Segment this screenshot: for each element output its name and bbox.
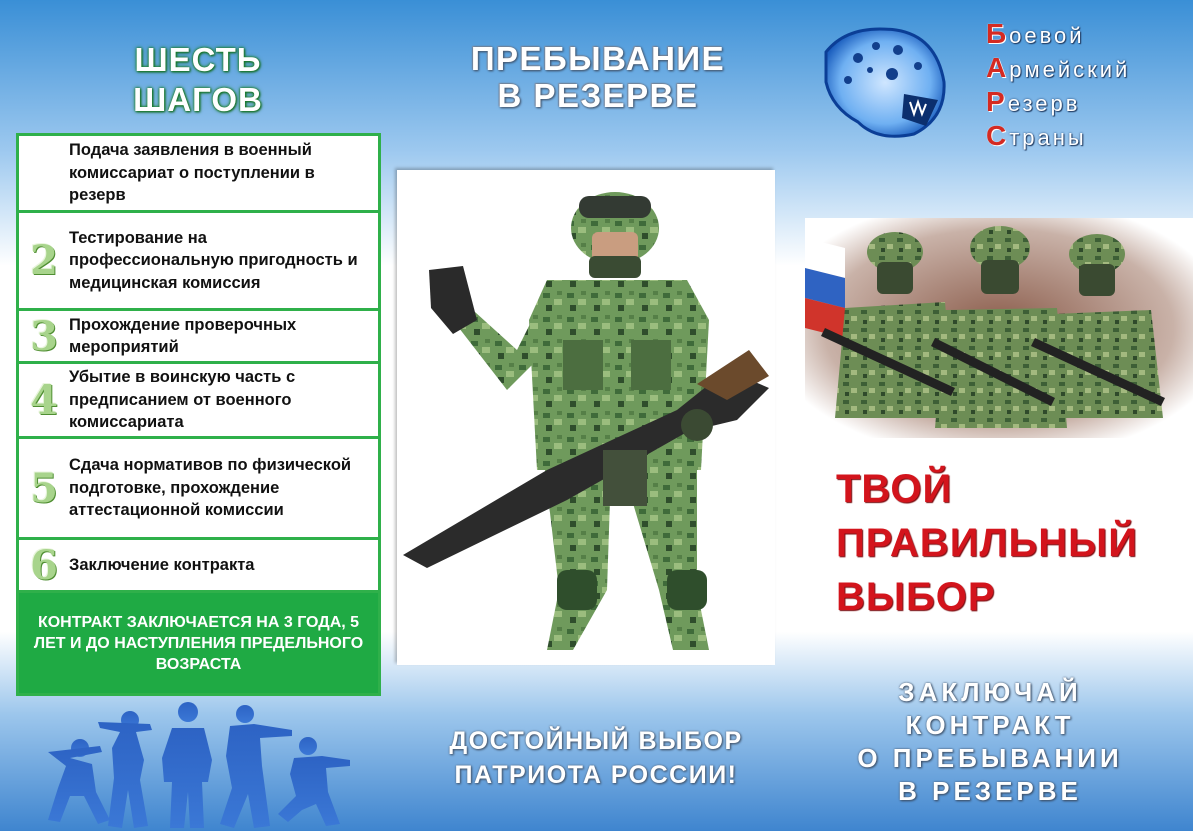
step-text: Заключение контракта: [69, 555, 255, 574]
acronym-line-a: [986, 52, 1130, 86]
slogan-line-3: ВЫБОР: [836, 575, 996, 619]
title-line-2: В РЕЗЕРВЕ: [497, 77, 699, 114]
acronym-rest: рмейский: [1009, 57, 1131, 82]
soldier-photo-frame: [397, 170, 775, 665]
acronym-letter: Б: [986, 18, 1010, 49]
soldier-silhouettes-image: [40, 700, 360, 831]
soldier-image: [397, 170, 775, 665]
step-2: [19, 213, 378, 308]
line-3: О ПРЕБЫВАНИИ: [857, 743, 1123, 773]
acronym-letter: С: [986, 120, 1010, 151]
bars-acronym: [986, 18, 1130, 154]
step-text: Прохождение проверочных мероприятий: [69, 315, 297, 356]
title-line-1: ПРЕБЫВАНИЕ: [470, 40, 726, 77]
heading-line-1: ШЕСТЬ: [134, 41, 262, 78]
contract-terms-note: КОНТРАКТ ЗАКЛЮЧАЕТСЯ НА 3 ГОДА, 5 ЛЕТ И ДО НАСТУПЛЕНИЯ ПРЕДЕЛЬНОГО ВОЗРАСТА: [19, 593, 378, 693]
acronym-letter: Р: [986, 86, 1008, 117]
acronym-line-b: [986, 18, 1130, 52]
step-5: [19, 439, 378, 537]
heading-line-2: ШАГОВ: [133, 81, 263, 118]
step-number: 5: [30, 464, 58, 512]
step-number: 3: [30, 312, 58, 360]
leopard-emblem-icon: [818, 22, 948, 140]
reserve-title: [440, 40, 756, 114]
acronym-line-r: [986, 86, 1130, 120]
step-number: 4: [30, 376, 58, 424]
right-choice-slogan: [836, 462, 1138, 624]
line-1: ДОСТОЙНЫЙ ВЫБОР: [449, 727, 743, 755]
step-6: [19, 540, 378, 590]
step-number: 6: [30, 541, 58, 589]
step-1: [19, 136, 378, 210]
line-2: ПАТРИОТА РОССИИ!: [454, 761, 738, 789]
step-text: Сдача нормативов по физической подготовке, прохождение аттестационной комиссии: [69, 456, 352, 520]
step-3: [19, 311, 378, 361]
step-text: Подача заявления в военный комиссариат о поступлении в резерв: [69, 141, 315, 205]
six-steps-heading: [20, 40, 376, 120]
slogan-line-2: ПРАВИЛЬНЫЙ: [836, 521, 1139, 565]
step-text: Убытие в воинскую часть с предписанием от военного комиссариата: [69, 368, 296, 432]
worthy-choice-text: [410, 724, 782, 792]
sign-contract-text: [840, 676, 1140, 808]
acronym-rest: езерв: [1007, 91, 1081, 116]
soldiers-group-image: [805, 218, 1193, 438]
acronym-rest: траны: [1009, 125, 1087, 150]
slogan-line-1: ТВОЙ: [836, 467, 953, 511]
line-1: ЗАКЛЮЧАЙ: [898, 677, 1082, 707]
step-4: [19, 364, 378, 436]
steps-list: [16, 133, 381, 696]
acronym-line-s: [986, 120, 1130, 154]
line-2: КОНТРАКТ: [905, 710, 1075, 740]
line-4: В РЕЗЕРВЕ: [898, 776, 1082, 806]
acronym-letter: А: [986, 52, 1010, 83]
step-text: Тестирование на профессиональную пригодность и медицинская комиссия: [69, 228, 358, 292]
acronym-rest: оевой: [1009, 23, 1085, 48]
step-number: 2: [30, 237, 58, 284]
